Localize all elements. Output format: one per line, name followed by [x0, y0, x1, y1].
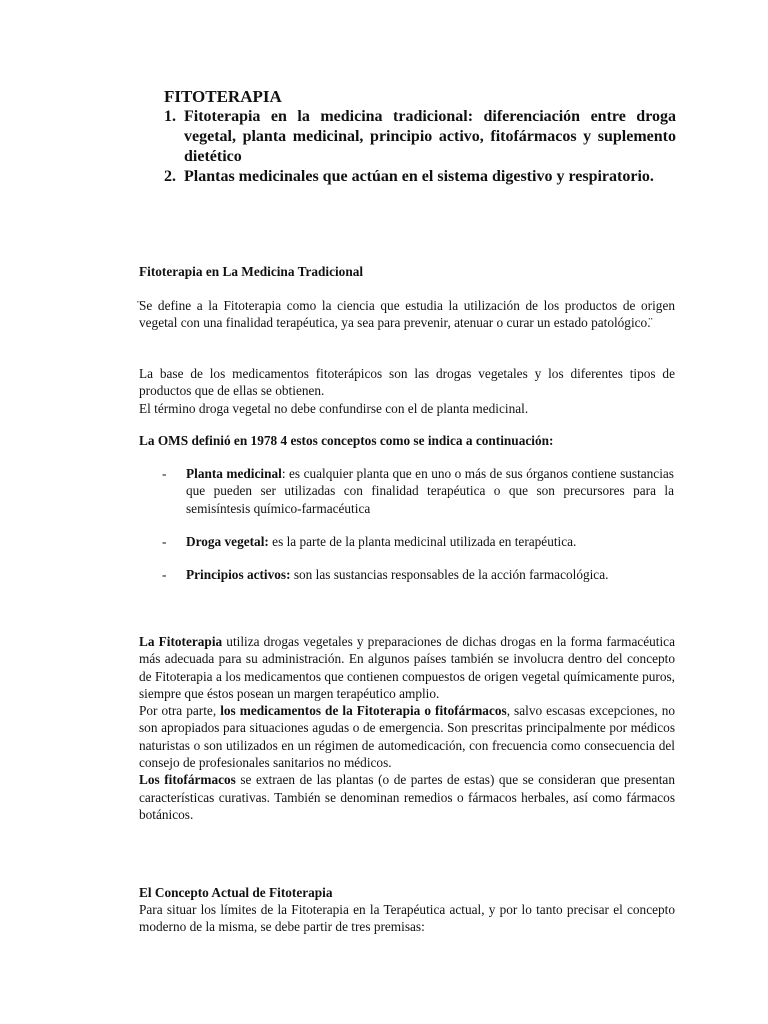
paragraph — [139, 633, 675, 702]
paragraph-text: , salvo escasas excepciones, no son apropiados para situaciones agudas o de emergencia. Son prescritas principalmente por médicos naturistas o son utilizados en un régimen de automedicación, con frecuencia como consecuencia del consejo de profesionales sanitarios no médicos. — [139, 703, 675, 771]
paragraph-line: El término droga vegetal no debe confundirse con el de planta medicinal. — [139, 400, 529, 416]
definition-text: es la parte de la planta medicinal utilizada en terapéutica. — [268, 534, 577, 549]
list-dash: - — [162, 567, 167, 582]
paragraph-text: se extraen de las plantas (o de partes de estas) que se consideran que presentan características curativas. También se denominan remedios o fármacos herbales, así como fármacos botánicos. — [139, 772, 675, 822]
paragraph — [139, 702, 675, 771]
section-heading: Fitoterapia en La Medicina Tradicional — [139, 264, 364, 279]
definition-term: Principios activos: — [186, 567, 291, 582]
list-dash: - — [162, 466, 167, 481]
definition-item — [162, 533, 674, 550]
definition-text: : es cualquier planta que en uno o más de sus órganos contiene sustancias que pueden ser utilizadas con finalidad terapéutica o que son precursores para la semisíntesis químico-farmacéutica — [186, 466, 674, 516]
oms-heading: La OMS definió en 1978 4 estos conceptos como se indica a continuación: — [139, 433, 554, 448]
topic-text: Fitoterapia en la medicina tradicional: diferenciación entre droga vegetal, planta medicinal, principio activo, fitofármacos y suplemento dietético — [184, 108, 676, 165]
definition-item — [162, 566, 674, 583]
paragraph — [139, 771, 675, 823]
topic-item — [164, 107, 676, 167]
bold-lead: La Fitoterapia — [139, 634, 223, 649]
topic-number: 2. — [164, 168, 176, 185]
fitoterapia-paragraphs — [139, 633, 675, 823]
section-heading: El Concepto Actual de Fitoterapia — [139, 885, 333, 900]
list-dash: - — [162, 534, 167, 549]
topic-item — [164, 167, 676, 187]
definition-term: Planta medicinal — [186, 466, 282, 481]
definition-item — [162, 465, 674, 517]
paragraph-text: Por otra parte, — [139, 703, 221, 719]
paragraph — [139, 365, 675, 417]
definition-term: Droga vegetal: — [186, 534, 269, 549]
bold-phrase: los medicamentos de la Fitoterapia o fitofármacos — [220, 703, 507, 719]
document-title: FITOTERAPIA — [164, 87, 282, 106]
definition-text: son las sustancias responsables de la acción farmacológica. — [290, 567, 609, 582]
bold-lead: Los fitofármacos — [139, 772, 236, 788]
paragraph: Para situar los límites de la Fitoterapia en la Terapéutica actual, y por lo tanto precisar el concepto moderno de la misma, se debe partir de tres premisas: — [139, 902, 675, 935]
topic-list — [164, 107, 676, 187]
paragraph-text: utiliza drogas vegetales y preparaciones de dichas drogas en la forma farmacéutica más adecuada para su administración. En algunos países también se involucra dentro del concepto de Fitoterapia a los medicamentos que contienen compuestos de origen vegetal químicamente puros, siempre que éstos posean un margen terapéutico amplio. — [139, 634, 675, 701]
paragraph-line: La base de los medicamentos fitoterápicos son las drogas vegetales y los diferentes tipos de productos que de ellas se obtienen. — [139, 366, 675, 399]
topic-number: 1. — [164, 108, 176, 125]
definition-quote: ̈Se define a la Fitoterapia como la ciencia que estudia la utilización de los productos de origen vegetal con una finalidad terapéutica, ya sea para prevenir, atenuar o curar un estado patológico.̈ — [139, 298, 675, 331]
topic-text: Plantas medicinales que actúan en el sistema digestivo y respiratorio. — [184, 168, 654, 185]
